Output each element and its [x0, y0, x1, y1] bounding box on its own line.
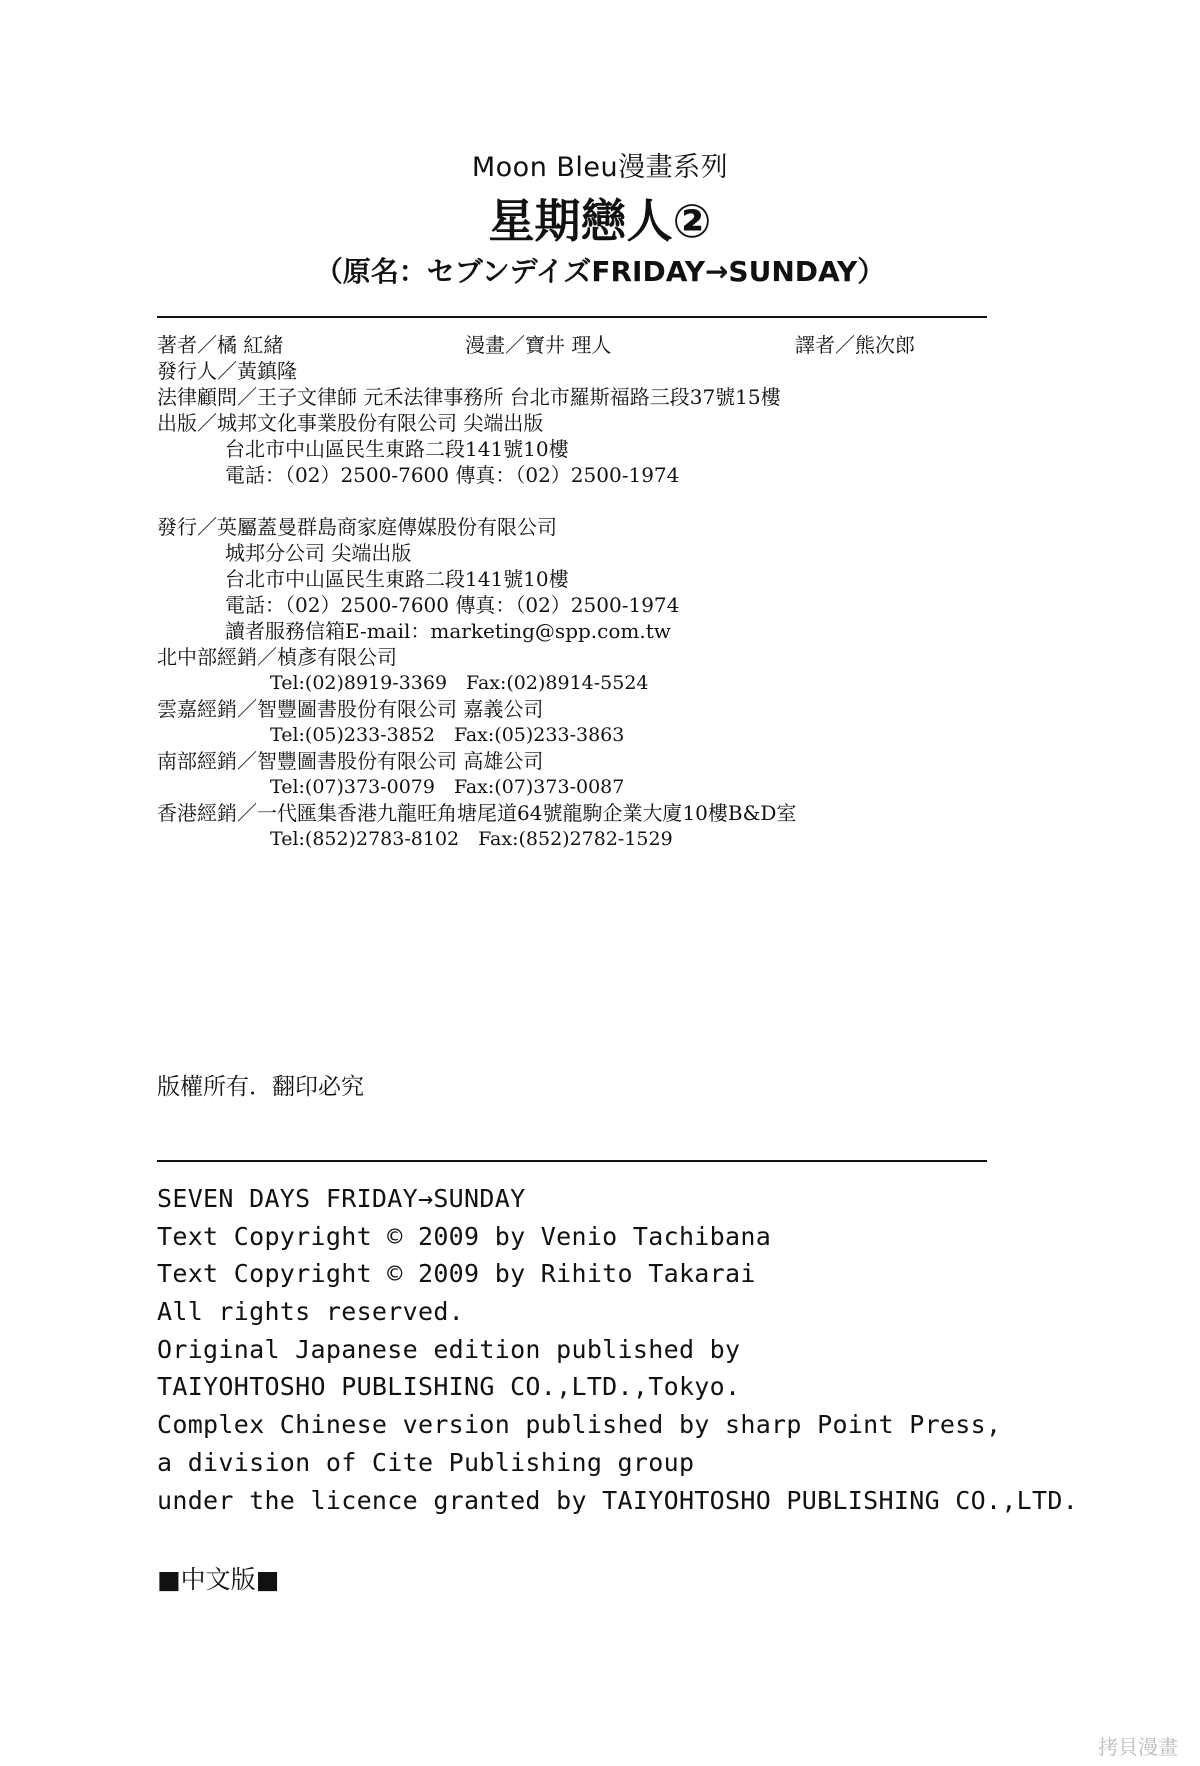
- series-name: Moon Bleu漫畫系列: [471, 152, 729, 183]
- credit-line: 台北市中山區民生東路二段141號10樓: [225, 567, 569, 591]
- copyright-line: TAIYOHTOSHO PUBLISHING CO.,LTD.,Tokyo.: [157, 1372, 741, 1402]
- credits-first-row: [157, 332, 915, 358]
- rights-notice: 版權所有．翻印必究: [157, 1074, 364, 1100]
- copyright-line: All rights reserved.: [157, 1297, 465, 1327]
- bottom-divider: [157, 1160, 987, 1162]
- credit-line: 南部經銷／智豐圖書股份有限公司 高雄公司: [157, 749, 544, 773]
- edition-label: ■中文版■: [157, 1565, 280, 1594]
- credit-line: Tel:(05)233-3852 Fax:(05)233-3863: [270, 724, 625, 746]
- top-divider: [157, 316, 987, 318]
- book-title: 星期戀人②: [488, 194, 712, 248]
- original-title: （原名：セブンデイズFRIDAY→SUNDAY）: [314, 255, 886, 288]
- credit-line: Tel:(02)8919-3369 Fax:(02)8914-5524: [270, 672, 649, 694]
- translator-credit: 譯者／熊次郎: [795, 333, 915, 357]
- credit-line: Tel:(852)2783-8102 Fax:(852)2782-1529: [270, 828, 673, 850]
- credit-line: 讀者服務信箱E-mail：marketing@spp.com.tw: [225, 619, 671, 643]
- author-credit: 著者／橘 紅緒: [157, 333, 284, 357]
- credit-line: 香港經銷／一代匯集香港九龍旺角塘尾道64號龍駒企業大廈10樓B&D室: [157, 801, 797, 825]
- credit-lines: [157, 358, 796, 852]
- copyright-line: under the licence granted by TAIYOHTOSHO PUBLISHING CO.,LTD.: [157, 1485, 1079, 1515]
- illustrator-credit: 漫畫／寶井 理人: [465, 333, 612, 357]
- watermark: 拷貝漫畫: [1098, 1735, 1178, 1759]
- credit-line: 台北市中山區民生東路二段141號10樓: [225, 437, 569, 461]
- credit-line: 雲嘉經銷／智豐圖書股份有限公司 嘉義公司: [157, 697, 544, 721]
- credit-line: 發行／英屬蓋曼群島商家庭傳媒股份有限公司: [157, 515, 557, 539]
- copyright-line: Complex Chinese version published by sharp Point Press,: [157, 1410, 1002, 1440]
- copyright-line: a division of Cite Publishing group: [157, 1447, 695, 1477]
- credit-line: Tel:(07)373-0079 Fax:(07)373-0087: [270, 776, 625, 798]
- credit-line: 電話：（02）2500-7600 傳真：（02）2500-1974: [225, 593, 680, 617]
- copyright-line: SEVEN DAYS FRIDAY→SUNDAY: [157, 1184, 526, 1213]
- english-copyright-block: [157, 1180, 1078, 1519]
- spacer: [157, 488, 796, 514]
- credit-line: 法律顧問／王子文律師 元禾法律事務所 台北市羅斯福路三段37號15樓: [157, 385, 781, 409]
- credit-line: 電話：（02）2500-7600 傳真：（02）2500-1974: [225, 463, 680, 487]
- copyright-line: Text Copyright © 2009 by Venio Tachibana: [157, 1221, 772, 1251]
- copyright-line: Text Copyright © 2009 by Rihito Takarai: [157, 1259, 756, 1289]
- credit-line: 城邦分公司 尖端出版: [225, 541, 412, 565]
- credit-line: 發行人／黃鎮隆: [157, 359, 297, 383]
- credits-block: [157, 332, 915, 852]
- copyright-line: Original Japanese edition published by: [157, 1334, 741, 1364]
- credit-line: 北中部經銷／楨彥有限公司: [157, 645, 397, 669]
- credit-line: 出版／城邦文化事業股份有限公司 尖端出版: [157, 411, 544, 435]
